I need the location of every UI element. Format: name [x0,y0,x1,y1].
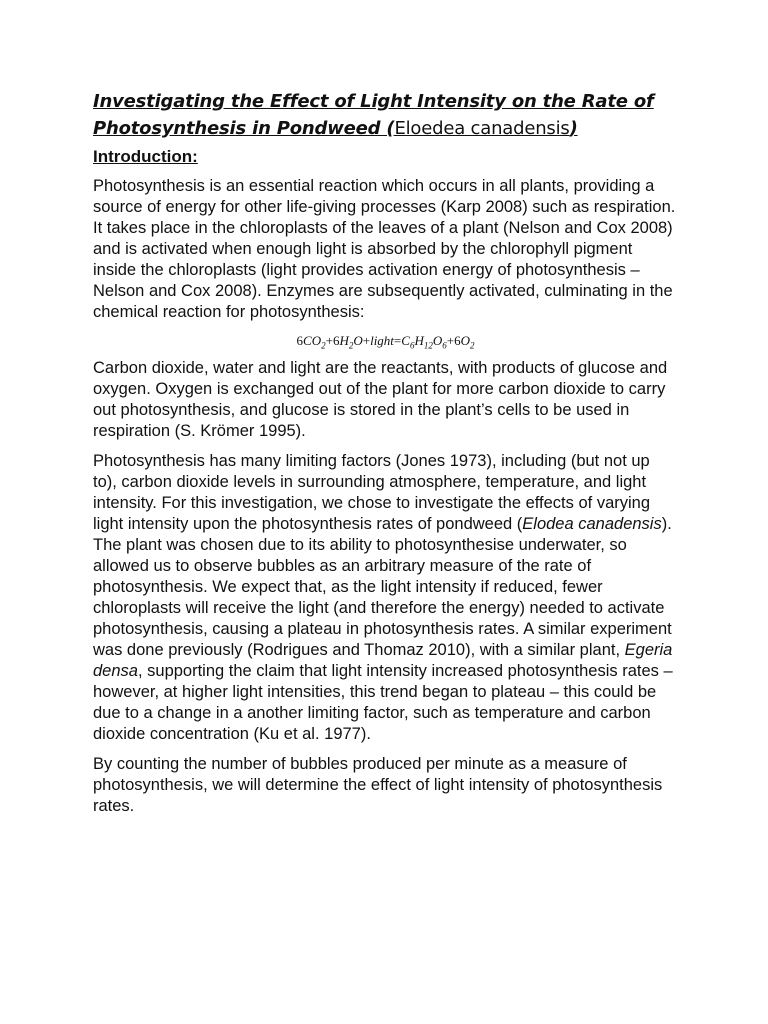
eq-light: light [370,333,394,348]
title-species: Eloedea canadensis [394,118,570,139]
eq-o2-coef: 6 [454,333,461,348]
eq-glucose-o-sub: 6 [442,340,447,351]
eq-glucose-h-sub: 12 [423,340,433,351]
eq-o2-sub: 2 [469,340,475,351]
eq-h2o-sub: 2 [348,340,354,351]
paragraph-3-part-3: , supporting the claim that light intensity increased photosynthesis rates – however, at higher light intensities, this trend began to plateau – this could be due to a change in a another limiting factor, such as temperature and carbon dioxide concentration (Ku et al. 1977). [93,662,673,743]
paragraph-3-part-2: ). The plant was chosen due to its ability to photosynthesise underwater, so allowed us to observe bubbles as an arbitrary measure of the rate of photosynthesis. We expect that, as the light intensity if reduced, fewer chloroplasts will receive the light (and therefore the energy) needed to activate photosynthesis, causing a plateau in photosynthesis rates. A similar experiment was done previously (Rodrigues and Thomaz 2010), with a similar plant, [93,515,672,659]
document-title [93,88,678,142]
eq-plus-3: + [446,333,455,348]
eq-glucose-h: H [414,333,424,348]
eq-h2o-o: O [353,333,363,348]
eq-o2: O [460,333,470,348]
paragraph-3 [93,451,678,745]
paragraph-2: Carbon dioxide, water and light are the reactants, with products of glucose and oxygen. Oxygen is exchanged out of the plant for more carbon dioxide to carry out photosynthesis, and glucose is stored in the plant’s cells to be used in respiration (S. Krömer 1995). [93,359,668,440]
eq-glucose-o: O [432,333,443,348]
eq-co2-coef: 6 [296,333,304,348]
paragraph-3-part-1: Photosynthesis has many limiting factors (Jones 1973), including (but not up to), carbon dioxide levels in surrounding atmosphere, temperature, and light intensity. For this investigation, we chose to investigate the effects of varying light intensity upon the photosynthesis rates of pondweed ( [93,452,651,533]
title-main: Investigating the Effect of Light Intensity on the Rate of Photosynthesis in Pondweed ( [93,91,654,139]
eq-co2: CO [303,333,322,348]
eq-glucose-c-sub: 6 [409,340,415,351]
paragraph-4: By counting the number of bubbles produced per minute as a measure of photosynthesis, we will determine the effect of light intensity of photosynthesis rates. [93,755,663,815]
eq-co2-sub: 2 [321,340,326,351]
eq-h2o-coef: 6 [332,333,340,348]
eq-plus-1: + [325,333,333,348]
species-elodea: Elodea canadensis [522,515,662,533]
title-close: ) [569,118,578,139]
intro-heading: Introduction: [93,147,198,166]
document-page [93,88,678,826]
species-egeria: Egeria densa [93,641,673,680]
eq-plus-2: + [362,333,371,348]
eq-h2o-h: H [339,333,349,348]
eq-glucose-c: C [401,333,410,348]
eq-equals: = [393,333,402,348]
photosynthesis-equation [93,332,678,350]
paragraph-1: Photosynthesis is an essential reaction which occurs in all plants, providing a source of energy for other life-giving processes (Karp 2008) such as respiration. It takes place in the chloroplasts of the leaves of a plant (Nelson and Cox 2008) and is activated when enough light is absorbed by the chlorophyll pigment inside the chloroplasts (light provides activation energy of photosynthesis – Nelson and Cox 2008). Enzymes are subsequently activated, culminating in the chemical reaction for photosynthesis: [93,177,676,321]
